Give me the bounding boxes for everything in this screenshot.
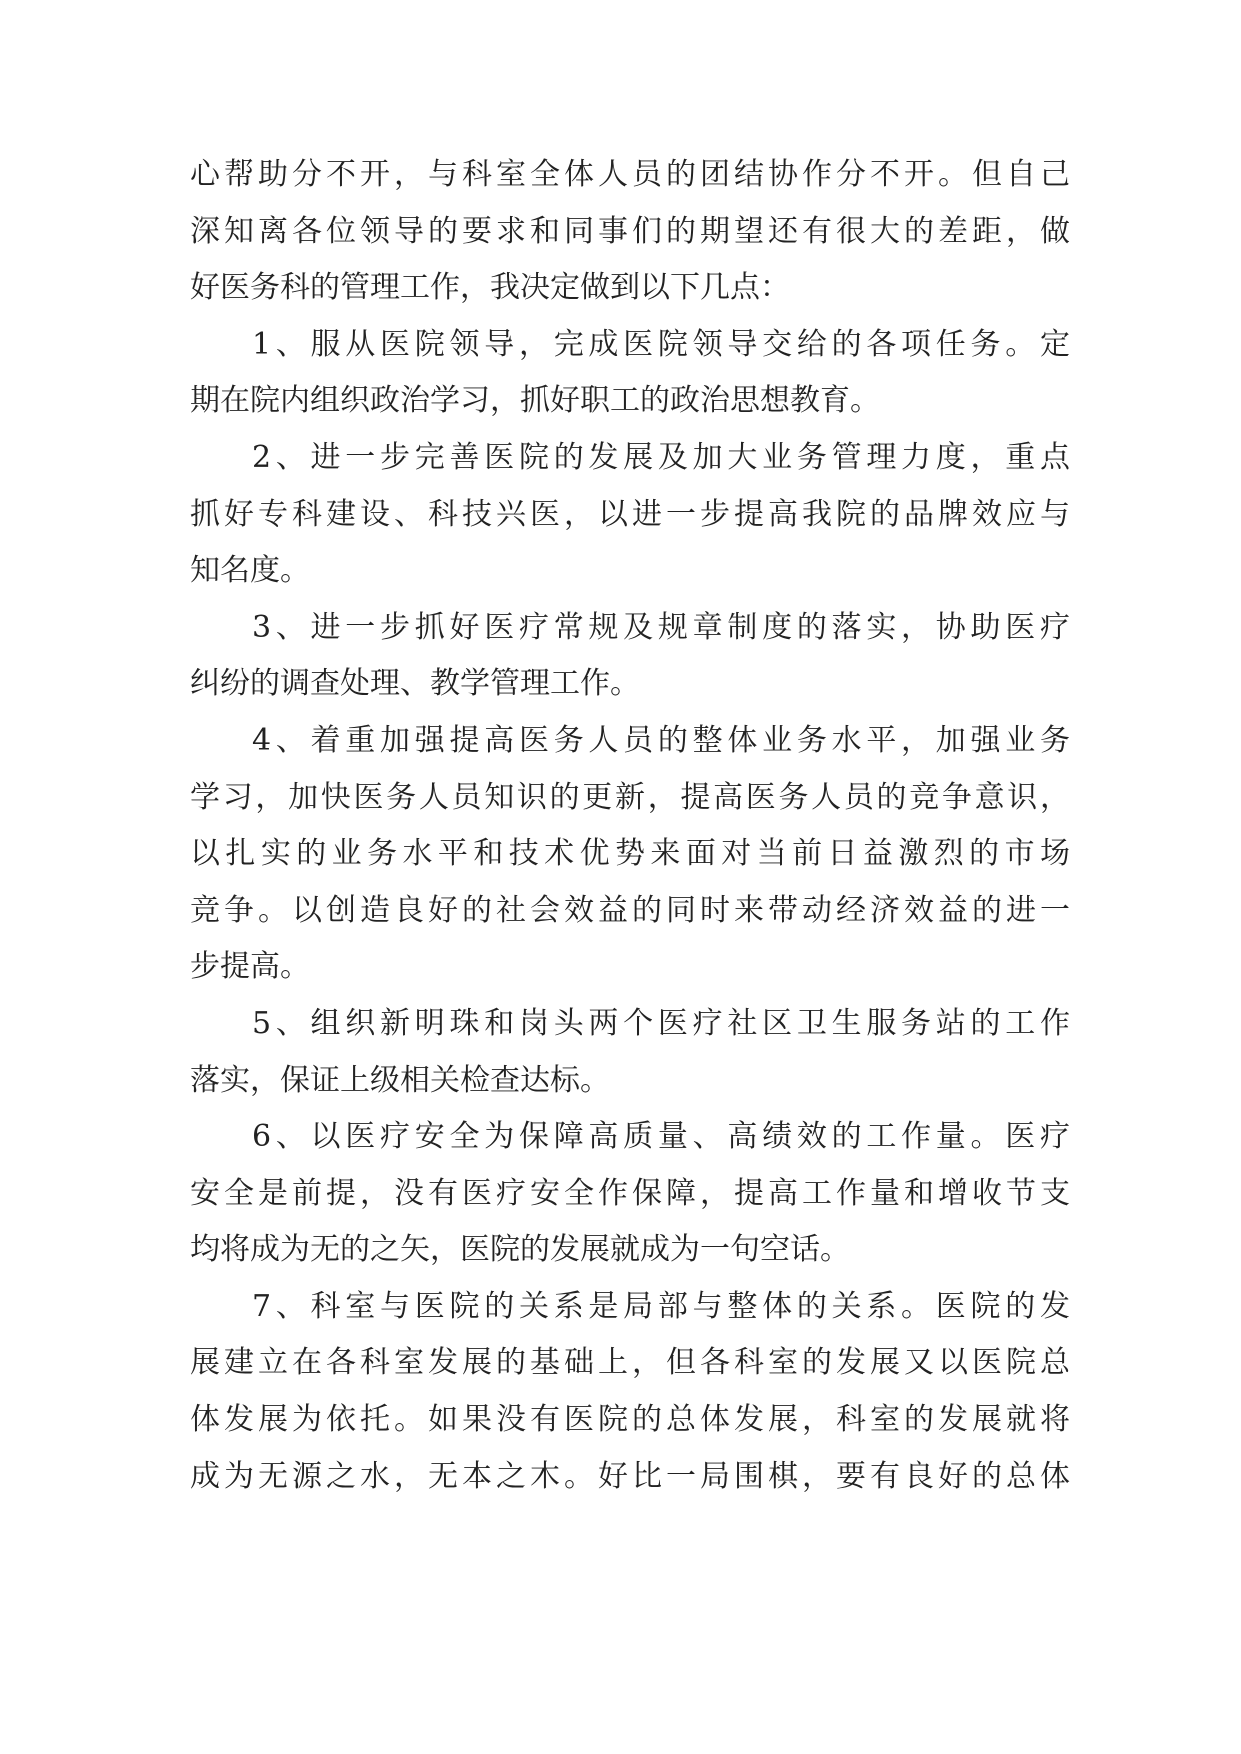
text-line: 心帮助分不开，与科室全体人员的团结协作分不开。但自己 <box>190 157 1070 192</box>
text-line: 5、组织新明珠和岗头两个医疗社区卫生服务站的工作 <box>252 1005 1070 1041</box>
text-line: 7、科室与医院的关系是局部与整体的关系。医院的发 <box>252 1288 1070 1324</box>
text-line: 抓好专科建设、科技兴医，以进一步提高我院的品牌效应与 <box>190 496 1070 532</box>
text-line: 落实，保证上级相关检查达标。 <box>190 1062 610 1098</box>
text-line: 知名度。 <box>190 553 310 589</box>
document-body <box>190 147 1070 1505</box>
text-line: 安全是前提，没有医疗安全作保障，提高工作量和增收节支 <box>190 1175 1070 1211</box>
text-line: 成为无源之水，无本之木。好比一局围棋，要有良好的总体 <box>190 1458 1070 1494</box>
text-line: 学习，加快医务人员知识的更新，提高医务人员的竞争意识， <box>190 779 1070 815</box>
text-line: 4、着重加强提高医务人员的整体业务水平，加强业务 <box>252 722 1070 758</box>
text-line: 体发展为依托。如果没有医院的总体发展，科室的发展就将 <box>190 1402 1070 1438</box>
text-line: 以扎实的业务水平和技术优势来面对当前日益激烈的市场 <box>190 836 1070 872</box>
text-line: 2、进一步完善医院的发展及加大业务管理力度，重点 <box>252 439 1070 475</box>
text-line: 好医务科的管理工作，我决定做到以下几点： <box>190 270 790 306</box>
text-line: 深知离各位领导的要求和同事们的期望还有很大的差距，做 <box>190 213 1070 249</box>
text-line: 纠纷的调查处理、教学管理工作。 <box>190 666 640 702</box>
text-line: 展建立在各科室发展的基础上，但各科室的发展又以医院总 <box>190 1345 1070 1381</box>
text-line: 期在院内组织政治学习，抓好职工的政治思想教育。 <box>190 383 880 419</box>
text-line: 1、服从医院领导，完成医院领导交给的各项任务。定 <box>252 326 1070 362</box>
text-line: 3、进一步抓好医疗常规及规章制度的落实，协助医疗 <box>252 609 1070 645</box>
text-line: 步提高。 <box>190 949 310 985</box>
text-line: 竞争。以创造良好的社会效益的同时来带动经济效益的进一 <box>190 892 1070 928</box>
text-line: 均将成为无的之矢，医院的发展就成为一句空话。 <box>190 1232 850 1268</box>
text-line: 6、以医疗安全为保障高质量、高绩效的工作量。医疗 <box>252 1119 1070 1155</box>
